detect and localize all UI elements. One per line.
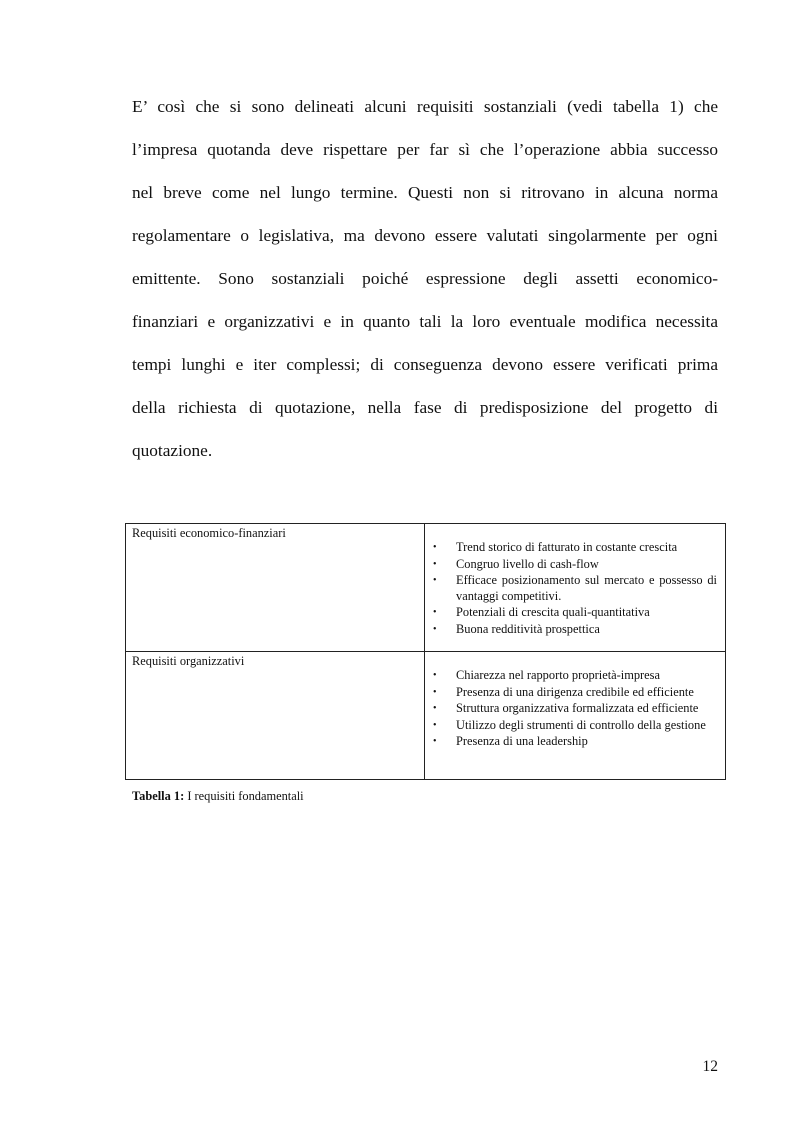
paragraph-line: l’impresa quotanda deve rispettare per far sì che l’operazione abbia successo xyxy=(132,140,718,159)
list-item-text: Struttura organizzativa formalizzata ed efficiente xyxy=(456,701,699,715)
paragraph-line: nel breve come nel lungo termine. Questi non si ritrovano in alcuna norma xyxy=(132,183,718,202)
caption-label: Tabella 1: xyxy=(132,789,185,803)
list-item-text: Potenziali di crescita quali-quantitativa xyxy=(456,605,650,619)
list-item-text: Presenza di una leadership xyxy=(456,734,588,748)
bullet-icon: • xyxy=(433,686,437,698)
bullet-icon: • xyxy=(433,607,437,618)
caption-text: I requisiti fondamentali xyxy=(184,789,304,803)
list-item xyxy=(431,622,717,638)
list-item xyxy=(431,540,717,556)
category-cell: Requisiti economico-finanziari xyxy=(126,524,425,652)
paragraph-line: tempi lunghi e iter complessi; di conseguenza devono essere verificati prima xyxy=(132,355,718,374)
table-row xyxy=(126,652,726,780)
list-item-text: Chiarezza nel rapporto proprietà-impresa xyxy=(456,668,661,682)
list-item-text: Trend storico di fatturato in costante crescita xyxy=(456,540,678,554)
paragraph-line: della richiesta di quotazione, nella fase di predisposizione del progetto di xyxy=(132,398,718,417)
list-item-text: Efficace posizionamento sul mercato e possesso di vantaggi competitivi. xyxy=(456,573,717,603)
bullet-icon: • xyxy=(433,719,437,731)
paragraph-line: E’ così che si sono delineati alcuni requisiti sostanziali (vedi tabella 1) che xyxy=(132,97,718,116)
category-cell: Requisiti organizzativi xyxy=(126,652,425,780)
table-caption xyxy=(132,789,304,804)
items-cell xyxy=(425,524,726,652)
list-item xyxy=(431,734,717,750)
paragraph-line: quotazione. xyxy=(132,441,213,460)
list-item-text: Buona redditività prospettica xyxy=(456,621,600,636)
list-item-text: Congruo livello di cash-flow xyxy=(456,556,599,571)
list-item xyxy=(431,718,717,734)
page-number: 12 xyxy=(702,1058,718,1075)
list-item xyxy=(431,557,717,573)
bullet-icon: • xyxy=(433,670,437,681)
requirements-table xyxy=(125,523,726,780)
body-paragraph xyxy=(132,85,718,472)
bullet-icon: • xyxy=(433,575,437,586)
bullet-icon: • xyxy=(433,703,437,714)
bullet-icon: • xyxy=(433,542,437,553)
requirements-list xyxy=(431,540,717,637)
paragraph-line: regolamentare o legislativa, ma devono essere valutati singolarmente per ogni xyxy=(132,226,718,245)
requirements-list xyxy=(431,668,717,750)
list-item xyxy=(431,701,717,717)
bullet-icon: • xyxy=(433,736,437,747)
paragraph-line: finanziari e organizzativi e in quanto tali la loro eventuale modifica necessita xyxy=(132,312,718,331)
list-item xyxy=(431,668,717,684)
list-item xyxy=(431,685,717,701)
bullet-icon: • xyxy=(433,558,437,570)
list-item-text: Presenza di una dirigenza credibile ed efficiente xyxy=(456,684,694,699)
items-cell xyxy=(425,652,726,780)
paragraph-line: emittente. Sono sostanziali poiché espressione degli assetti economico- xyxy=(132,269,718,288)
list-item xyxy=(431,573,717,604)
table-row xyxy=(126,524,726,652)
bullet-icon: • xyxy=(433,623,437,635)
list-item-text: Utilizzo degli strumenti di controllo della gestione xyxy=(456,717,706,732)
list-item xyxy=(431,605,717,621)
